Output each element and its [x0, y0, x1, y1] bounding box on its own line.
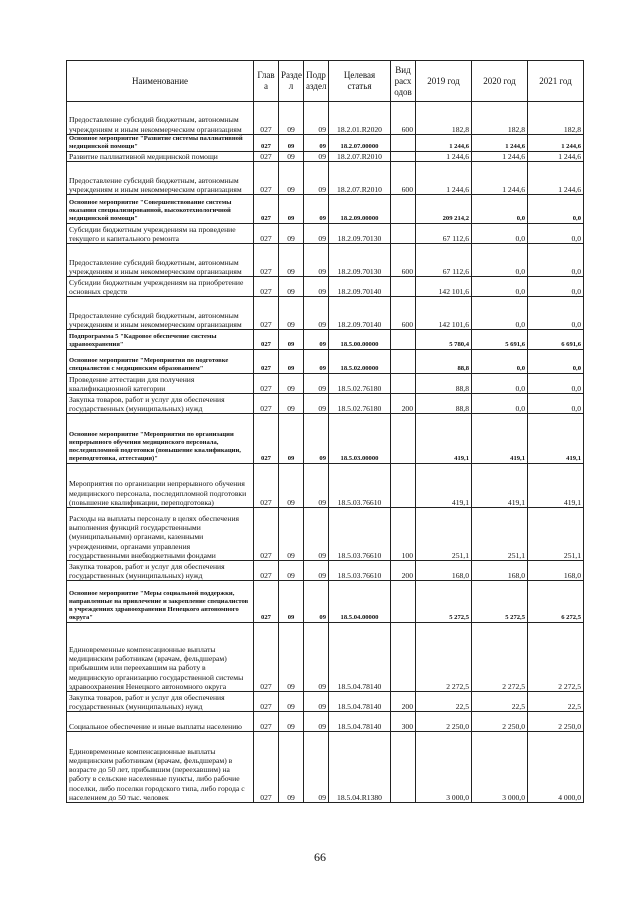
row-section: 09: [279, 297, 304, 330]
row-year-2020: 0,0: [472, 244, 528, 277]
row-expense-type: [391, 224, 416, 244]
row-section: 09: [279, 712, 304, 732]
row-year-2021: 0,0: [528, 224, 584, 244]
row-year-2019: 67 112,6: [416, 244, 472, 277]
row-chapter: 027: [254, 732, 279, 803]
row-section: 09: [279, 277, 304, 297]
table-row: [67, 732, 584, 803]
row-chapter: 027: [254, 162, 279, 195]
row-expense-type: [391, 732, 416, 803]
row-year-2020: 22,5: [472, 692, 528, 712]
row-subsection: 09: [304, 224, 329, 244]
table-row: [67, 414, 584, 464]
row-year-2021: 0,0: [528, 195, 584, 224]
row-section: 09: [279, 224, 304, 244]
row-target-article: 18.2.09.00000: [329, 195, 391, 224]
row-section: 09: [279, 464, 304, 508]
row-subsection: 09: [304, 732, 329, 803]
row-year-2020: 0,0: [472, 277, 528, 297]
row-year-2020: 3 000,0: [472, 732, 528, 803]
row-target-article: 18.5.04.78140: [329, 712, 391, 732]
row-year-2019: 142 101,6: [416, 277, 472, 297]
row-name: Основное мероприятие "Меры социальной поддержки, направленные на привлечение и закрепление специалистов в учреждениях здравоохранения Ненецкого автономного округа": [67, 581, 254, 623]
row-target-article: 18.5.03.76610: [329, 561, 391, 581]
header-year-2020: 2020 год: [472, 61, 528, 102]
header-chapter: Глав а: [254, 61, 279, 102]
table-row: [67, 102, 584, 135]
row-name: Закупка товаров, работ и услуг для обеспечения государственных (муниципальных) нужд: [67, 394, 254, 414]
row-year-2021: 22,5: [528, 692, 584, 712]
header-name: Наименование: [67, 61, 254, 102]
row-year-2020: 0,0: [472, 374, 528, 394]
row-section: 09: [279, 508, 304, 561]
row-name: Развитие паллиативной медицинской помощи: [67, 152, 254, 162]
row-name: Основное мероприятие "Совершенствование системы оказания специализированной, высокотехнологичной медицинской помощи": [67, 195, 254, 224]
row-expense-type: [391, 330, 416, 350]
row-year-2020: 2 250,0: [472, 712, 528, 732]
table-row: [67, 224, 584, 244]
table-row: [67, 135, 584, 152]
row-target-article: 18.5.04.78140: [329, 623, 391, 692]
row-year-2021: 0,0: [528, 350, 584, 374]
row-subsection: 09: [304, 152, 329, 162]
header-year-2021: 2021 год: [528, 61, 584, 102]
row-year-2019: 419,1: [416, 414, 472, 464]
row-chapter: 027: [254, 244, 279, 277]
row-expense-type: [391, 195, 416, 224]
table-row: [67, 162, 584, 195]
row-expense-type: 300: [391, 712, 416, 732]
row-year-2019: 22,5: [416, 692, 472, 712]
table-row: [67, 464, 584, 508]
row-name: Субсидии бюджетным учреждениям на проведение текущего и капитального ремонта: [67, 224, 254, 244]
row-year-2020: 1 244,6: [472, 135, 528, 152]
table-row: [67, 394, 584, 414]
row-year-2020: 0,0: [472, 297, 528, 330]
row-year-2019: 419,1: [416, 464, 472, 508]
row-year-2021: 0,0: [528, 244, 584, 277]
row-year-2020: 1 244,6: [472, 162, 528, 195]
row-section: 09: [279, 374, 304, 394]
row-target-article: 18.5.03.76610: [329, 464, 391, 508]
row-year-2020: 0,0: [472, 195, 528, 224]
row-expense-type: 200: [391, 692, 416, 712]
row-chapter: 027: [254, 561, 279, 581]
table-row: [67, 330, 584, 350]
row-name: Субсидии бюджетным учреждениям на приобретение основных средств: [67, 277, 254, 297]
row-chapter: 027: [254, 152, 279, 162]
row-expense-type: [391, 581, 416, 623]
row-expense-type: 200: [391, 561, 416, 581]
header-expense-type: Вид расх одов: [391, 61, 416, 102]
row-expense-type: 600: [391, 102, 416, 135]
row-expense-type: [391, 464, 416, 508]
row-target-article: 18.5.03.76610: [329, 508, 391, 561]
row-year-2020: 251,1: [472, 508, 528, 561]
row-section: 09: [279, 135, 304, 152]
row-target-article: 18.5.03.00000: [329, 414, 391, 464]
row-expense-type: [391, 277, 416, 297]
row-year-2021: 6 691,6: [528, 330, 584, 350]
header-row: [67, 61, 584, 102]
row-subsection: 09: [304, 297, 329, 330]
row-target-article: 18.5.04.00000: [329, 581, 391, 623]
row-subsection: 09: [304, 195, 329, 224]
row-year-2019: 88,8: [416, 350, 472, 374]
header-target-article: Целевая статья: [329, 61, 391, 102]
row-expense-type: [391, 623, 416, 692]
row-expense-type: 200: [391, 394, 416, 414]
row-name: Единовременные компенсационные выплаты медицинским работникам (врачам, фельдшерам) в возрасте до 50 лет, прибывшим (переехавшим) на работу в сельские населенные пункты, либо рабочие поселки, либо поселки городского типа, либо города с населением до 50 тыс. человек: [67, 732, 254, 803]
row-year-2020: 0,0: [472, 394, 528, 414]
row-year-2021: 6 272,5: [528, 581, 584, 623]
row-chapter: 027: [254, 712, 279, 732]
table-row: [67, 374, 584, 394]
row-year-2021: 168,0: [528, 561, 584, 581]
row-subsection: 09: [304, 135, 329, 152]
row-section: 09: [279, 414, 304, 464]
row-chapter: 027: [254, 224, 279, 244]
row-year-2020: 5 272,5: [472, 581, 528, 623]
row-expense-type: 600: [391, 162, 416, 195]
row-year-2021: 182,8: [528, 102, 584, 135]
row-year-2020: 0,0: [472, 350, 528, 374]
table-row: [67, 508, 584, 561]
row-year-2019: 88,8: [416, 394, 472, 414]
row-expense-type: 600: [391, 244, 416, 277]
row-target-article: 18.2.09.70140: [329, 297, 391, 330]
row-chapter: 027: [254, 374, 279, 394]
row-chapter: 027: [254, 330, 279, 350]
row-subsection: 09: [304, 623, 329, 692]
header-subsection: Подр аздел: [304, 61, 329, 102]
row-subsection: 09: [304, 712, 329, 732]
row-year-2020: 0,0: [472, 224, 528, 244]
row-target-article: 18.2.01.R2020: [329, 102, 391, 135]
table-row: [67, 561, 584, 581]
row-subsection: 09: [304, 350, 329, 374]
row-name: Проведение аттестации для получения квалификационной категории: [67, 374, 254, 394]
row-section: 09: [279, 692, 304, 712]
row-year-2020: 168,0: [472, 561, 528, 581]
row-chapter: 027: [254, 195, 279, 224]
row-year-2020: 419,1: [472, 414, 528, 464]
row-year-2019: 209 214,2: [416, 195, 472, 224]
table-row: [67, 152, 584, 162]
row-expense-type: [391, 414, 416, 464]
row-target-article: 18.5.02.76180: [329, 394, 391, 414]
row-name: Закупка товаров, работ и услуг для обеспечения государственных (муниципальных) нужд: [67, 692, 254, 712]
row-year-2021: 419,1: [528, 414, 584, 464]
row-chapter: 027: [254, 394, 279, 414]
header-section: Разде л: [279, 61, 304, 102]
row-name: Мероприятия по организации непрерывного обучения медицинского персонала, последипломной подготовки (повышение квалификации, переподготовка): [67, 464, 254, 508]
row-target-article: 18.2.09.70130: [329, 224, 391, 244]
row-year-2020: 2 272,5: [472, 623, 528, 692]
row-name: Социальное обеспечение и иные выплаты населению: [67, 712, 254, 732]
row-subsection: 09: [304, 414, 329, 464]
row-target-article: 18.5.02.00000: [329, 350, 391, 374]
row-chapter: 027: [254, 350, 279, 374]
row-target-article: 18.5.02.76180: [329, 374, 391, 394]
row-year-2019: 182,8: [416, 102, 472, 135]
row-year-2020: 1 244,6: [472, 152, 528, 162]
row-expense-type: 100: [391, 508, 416, 561]
row-subsection: 09: [304, 374, 329, 394]
row-chapter: 027: [254, 508, 279, 561]
row-target-article: 18.2.09.70140: [329, 277, 391, 297]
row-year-2021: 1 244,6: [528, 162, 584, 195]
table-row: [67, 195, 584, 224]
table-row: [67, 350, 584, 374]
table-row: [67, 277, 584, 297]
row-section: 09: [279, 581, 304, 623]
row-section: 09: [279, 732, 304, 803]
row-year-2021: 0,0: [528, 374, 584, 394]
row-subsection: 09: [304, 277, 329, 297]
row-year-2020: 5 691,6: [472, 330, 528, 350]
row-expense-type: 600: [391, 297, 416, 330]
row-chapter: 027: [254, 414, 279, 464]
row-target-article: 18.2.09.70130: [329, 244, 391, 277]
row-expense-type: [391, 152, 416, 162]
table-row: [67, 581, 584, 623]
row-year-2019: 3 000,0: [416, 732, 472, 803]
page-number: 66: [314, 850, 326, 864]
row-expense-type: [391, 135, 416, 152]
row-expense-type: [391, 350, 416, 374]
row-year-2020: 419,1: [472, 464, 528, 508]
row-subsection: 09: [304, 394, 329, 414]
row-chapter: 027: [254, 464, 279, 508]
row-year-2019: 88,8: [416, 374, 472, 394]
row-section: 09: [279, 244, 304, 277]
row-year-2019: 5 780,4: [416, 330, 472, 350]
row-chapter: 027: [254, 623, 279, 692]
row-chapter: 027: [254, 135, 279, 152]
row-year-2019: 2 250,0: [416, 712, 472, 732]
row-target-article: 18.2.07.R2010: [329, 152, 391, 162]
row-section: 09: [279, 561, 304, 581]
row-name: Единовременные компенсационные выплаты медицинским работникам (врачам, фельдшерам) прибывшим или переехавшим на работу в медицинскую организацию государственной системы здравоохранения Ненецкого автономного округа: [67, 623, 254, 692]
row-target-article: 18.5.00.00000: [329, 330, 391, 350]
row-year-2021: 1 244,6: [528, 135, 584, 152]
row-name: Предоставление субсидий бюджетным, автономным учреждениям и иным некоммерческим организациям: [67, 297, 254, 330]
row-section: 09: [279, 102, 304, 135]
row-chapter: 027: [254, 581, 279, 623]
row-year-2021: 2 250,0: [528, 712, 584, 732]
row-section: 09: [279, 350, 304, 374]
row-name: Основное мероприятие "Развитие системы паллиативной медицинской помощи": [67, 135, 254, 152]
row-expense-type: [391, 374, 416, 394]
row-target-article: 18.2.07.00000: [329, 135, 391, 152]
row-name: Предоставление субсидий бюджетным, автономным учреждениям и иным некоммерческим организациям: [67, 102, 254, 135]
row-subsection: 09: [304, 162, 329, 195]
row-subsection: 09: [304, 102, 329, 135]
row-chapter: 027: [254, 297, 279, 330]
table-row: [67, 692, 584, 712]
header-year-2019: 2019 год: [416, 61, 472, 102]
row-subsection: 09: [304, 330, 329, 350]
table-row: [67, 712, 584, 732]
row-year-2019: 5 272,5: [416, 581, 472, 623]
row-name: Предоставление субсидий бюджетным, автономным учреждениям и иным некоммерческим организациям: [67, 162, 254, 195]
table-row: [67, 297, 584, 330]
row-section: 09: [279, 195, 304, 224]
row-year-2019: 1 244,6: [416, 135, 472, 152]
row-section: 09: [279, 394, 304, 414]
row-chapter: 027: [254, 277, 279, 297]
row-year-2021: 1 244,6: [528, 152, 584, 162]
table-row: [67, 623, 584, 692]
row-section: 09: [279, 330, 304, 350]
row-subsection: 09: [304, 244, 329, 277]
row-year-2021: 0,0: [528, 394, 584, 414]
row-subsection: 09: [304, 692, 329, 712]
row-subsection: 09: [304, 581, 329, 623]
row-year-2019: 2 272,5: [416, 623, 472, 692]
row-name: Основное мероприятие "Мероприятия по подготовке специалистов с медицинским образованием": [67, 350, 254, 374]
row-target-article: 18.5.04.R1380: [329, 732, 391, 803]
table-row: [67, 244, 584, 277]
row-section: 09: [279, 623, 304, 692]
row-year-2020: 182,8: [472, 102, 528, 135]
row-year-2021: 4 000,0: [528, 732, 584, 803]
row-year-2019: 168,0: [416, 561, 472, 581]
budget-table: [66, 60, 584, 803]
row-name: Основное мероприятие "Мероприятия по организации непрерывного обучения медицинского персонала, последипломной подготовки (повышение квалификации, переподготовка, аттестация)": [67, 414, 254, 464]
row-subsection: 09: [304, 464, 329, 508]
row-year-2021: 0,0: [528, 277, 584, 297]
row-year-2019: 251,1: [416, 508, 472, 561]
row-target-article: 18.5.04.78140: [329, 692, 391, 712]
row-section: 09: [279, 162, 304, 195]
row-name: Подпрограмма 5 "Кадровое обеспечение системы здравоохранения": [67, 330, 254, 350]
row-year-2021: 2 272,5: [528, 623, 584, 692]
row-section: 09: [279, 152, 304, 162]
row-year-2021: 0,0: [528, 297, 584, 330]
row-chapter: 027: [254, 102, 279, 135]
row-year-2019: 142 101,6: [416, 297, 472, 330]
row-year-2019: 1 244,6: [416, 162, 472, 195]
row-year-2019: 1 244,6: [416, 152, 472, 162]
row-name: Закупка товаров, работ и услуг для обеспечения государственных (муниципальных) нужд: [67, 561, 254, 581]
row-subsection: 09: [304, 508, 329, 561]
row-year-2021: 419,1: [528, 464, 584, 508]
row-chapter: 027: [254, 692, 279, 712]
row-year-2021: 251,1: [528, 508, 584, 561]
row-subsection: 09: [304, 561, 329, 581]
row-year-2019: 67 112,6: [416, 224, 472, 244]
row-name: Предоставление субсидий бюджетным, автономным учреждениям и иным некоммерческим организациям: [67, 244, 254, 277]
row-target-article: 18.2.07.R2010: [329, 162, 391, 195]
row-name: Расходы на выплаты персоналу в целях обеспечения выполнения функций государственными (муниципальными) органами, казенными учреждениями, органами управления государственными внебюджетными фондами: [67, 508, 254, 561]
